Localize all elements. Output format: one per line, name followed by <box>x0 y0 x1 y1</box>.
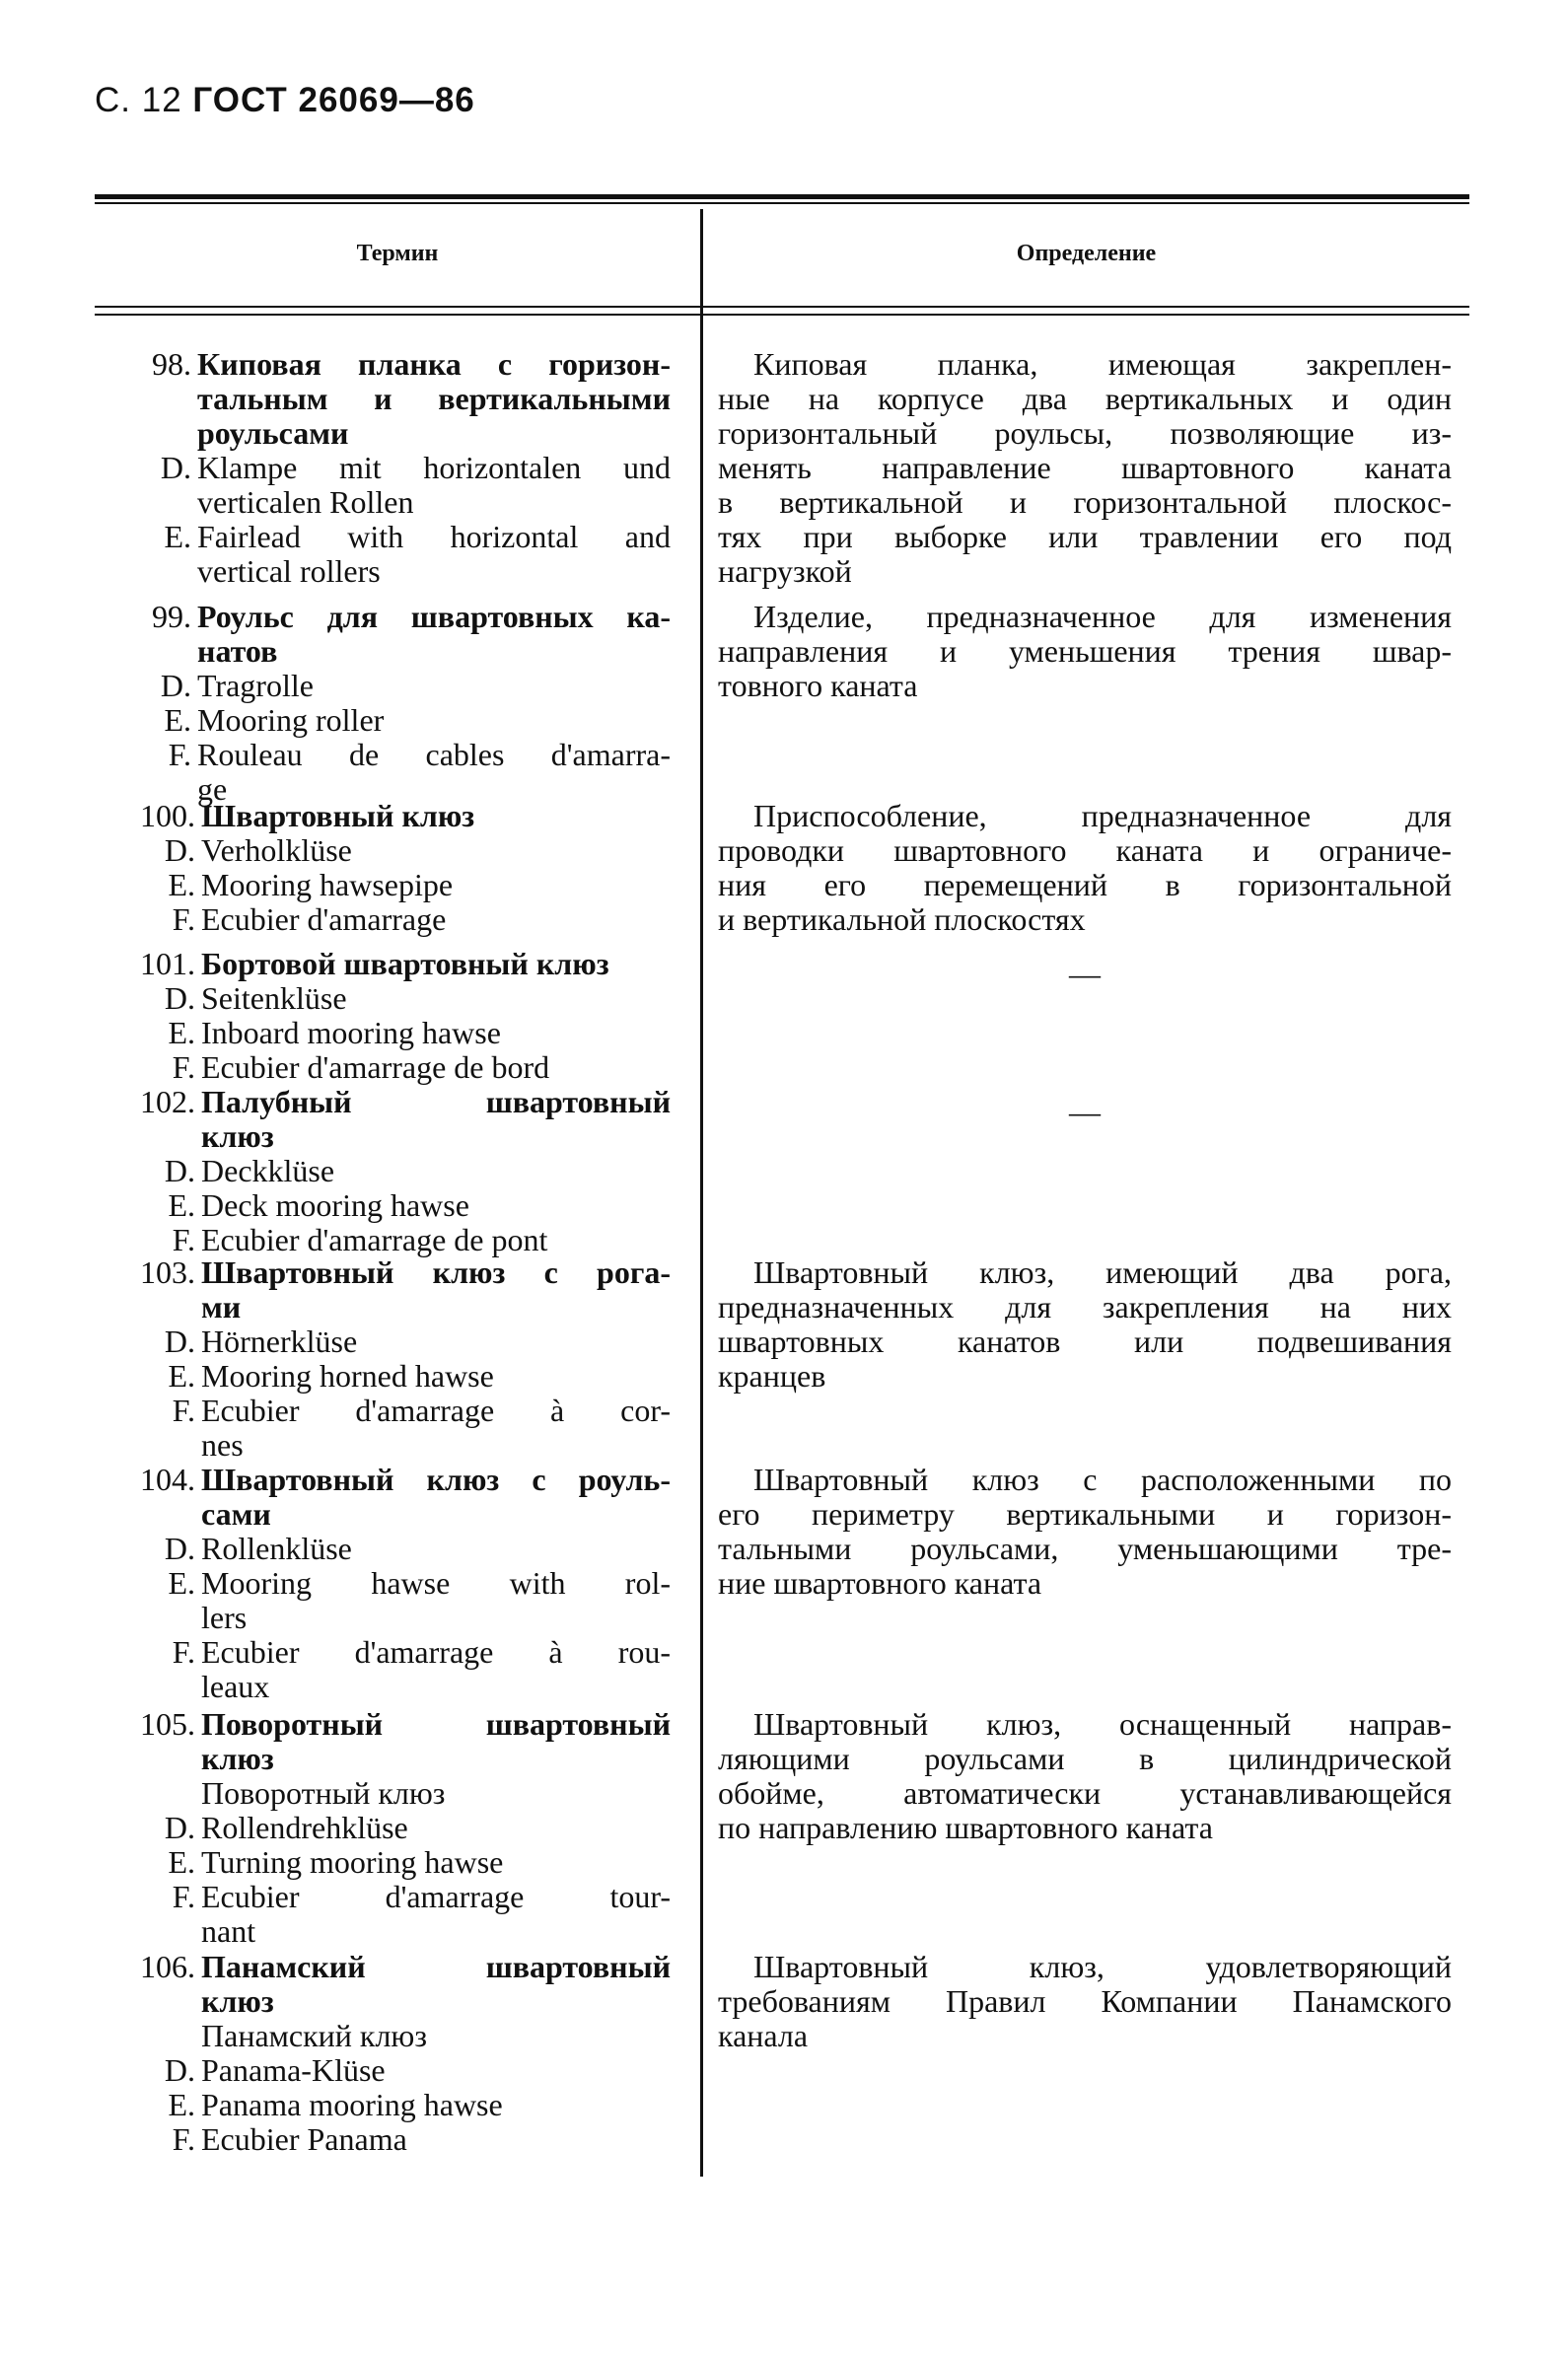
term-cell <box>122 1085 671 1257</box>
language-code: E. <box>168 1844 195 1880</box>
term-foreign-text: Rollendrehklüse <box>201 1810 408 1845</box>
term-cell <box>122 1950 671 2157</box>
definition-dash: — <box>1069 1094 1101 1129</box>
language-code: D. <box>164 1153 195 1188</box>
term-ru-name: Поворотный швартовный <box>201 1706 671 1742</box>
language-code: D. <box>160 450 191 485</box>
term-foreign-text: Mooring hawse with rol- <box>201 1565 671 1601</box>
language-code: F. <box>172 1879 195 1914</box>
term-ru-name: сами <box>201 1496 271 1532</box>
definition-line: ние швартовного каната <box>718 1565 1042 1601</box>
definition-cell <box>718 600 1452 703</box>
term-foreign-line <box>134 485 671 520</box>
language-code: E. <box>168 1015 195 1050</box>
definition-line: Швартовный клюз с расположенными по <box>753 1462 1452 1497</box>
definition-line: товного каната <box>718 668 918 703</box>
term-foreign-text: Verholklüse <box>201 832 352 868</box>
term-foreign-line <box>134 554 671 589</box>
term-ru-name: Бортовой швартовный клюз <box>201 946 609 981</box>
definition-line: его периметру вертикальными и горизон- <box>718 1496 1452 1532</box>
term-cell <box>134 600 671 807</box>
term-synonym <box>122 1776 671 1811</box>
language-code: E. <box>164 519 191 554</box>
definition-cell <box>718 957 1452 991</box>
definition-line: по направлению швартовного каната <box>718 1810 1213 1845</box>
term-foreign-text: Inboard mooring hawse <box>201 1015 501 1050</box>
term-cell <box>122 799 671 937</box>
term-foreign-text: lers <box>201 1600 248 1635</box>
definition-line: направления и уменьшения трения швар- <box>718 633 1452 669</box>
term-ru-name: клюз <box>201 1983 274 2019</box>
term-ru-name: Панамский швартовный <box>201 1949 671 1984</box>
term-foreign-line <box>134 451 671 485</box>
term-foreign-text: Tragrolle <box>197 668 314 703</box>
definition-line: тях при выборке или травлении его под <box>718 519 1452 554</box>
term-ru-line <box>122 1497 671 1532</box>
definition-line: канала <box>718 2018 809 2053</box>
term-foreign-line <box>122 2088 671 2122</box>
term-foreign-text: nes <box>201 1427 244 1463</box>
term-number: 100. <box>140 798 195 833</box>
term-number: 102. <box>140 1084 195 1119</box>
term-foreign-text: Hörnerklüse <box>201 1324 358 1359</box>
term-number: 101. <box>140 946 195 981</box>
definition-line: проводки швартовного каната и ограниче- <box>718 832 1452 868</box>
definition-line: ные на корпусе два вертикальных и один <box>718 381 1452 416</box>
term-foreign-text: Rouleau de cables d'amarra- <box>197 737 671 772</box>
term-ru-line <box>122 1463 671 1497</box>
term-cell <box>122 947 671 1085</box>
column-divider <box>700 209 703 2177</box>
definition-line: кранцев <box>718 1358 826 1394</box>
definition-dash: — <box>1069 956 1101 991</box>
term-foreign-line <box>122 902 671 937</box>
page-number: С. 12 <box>95 81 182 119</box>
page-header <box>95 81 475 120</box>
term-foreign-text: Klampe mit horizontalen und <box>197 450 671 485</box>
definition-line: Швартовный клюз, оснащенный направ- <box>753 1706 1452 1742</box>
term-foreign-text: Ecubier d'amarrage <box>201 901 447 937</box>
definition-line: ляющими роульсами в цилиндрической <box>718 1741 1452 1776</box>
term-foreign-line <box>122 1324 671 1359</box>
language-code: F. <box>172 1222 195 1257</box>
definition-line: швартовных канатов или подвешивания <box>718 1324 1452 1359</box>
term-foreign-line <box>134 738 671 772</box>
definition-line: ния его перемещений в горизонтальной <box>718 867 1452 902</box>
term-foreign-text: Panama-Klüse <box>201 2052 386 2088</box>
term-cell <box>122 1707 671 1949</box>
language-code: D. <box>164 2052 195 2088</box>
language-code: D. <box>164 832 195 868</box>
term-foreign-line <box>122 2122 671 2157</box>
term-foreign-line <box>122 1532 671 1566</box>
definition-line: тальными роульсами, уменьшающими тре- <box>718 1531 1452 1566</box>
term-foreign-line <box>122 1811 671 1845</box>
standard-code: ГОСТ 26069—86 <box>192 81 475 119</box>
term-foreign-text: Ecubier Panama <box>201 2121 407 2157</box>
term-ru-name: Швартовный клюз с роуль- <box>201 1462 671 1497</box>
term-foreign-text: leaux <box>201 1669 270 1704</box>
term-foreign-text: Deck mooring hawse <box>201 1187 469 1223</box>
term-foreign-line <box>122 833 671 868</box>
term-ru-line <box>134 634 671 669</box>
term-ru-line <box>122 1984 671 2019</box>
term-ru-name: Роульс для швартовных ка- <box>197 599 671 634</box>
term-foreign-text: Turning mooring hawse <box>201 1844 504 1880</box>
definition-line: Швартовный клюз, имеющий два рога, <box>753 1254 1452 1290</box>
term-foreign-text: Mooring horned hawse <box>201 1358 494 1394</box>
term-foreign-line <box>122 1635 671 1670</box>
term-foreign-line <box>122 1914 671 1949</box>
header-bottom-rule <box>95 306 1469 308</box>
term-cell <box>122 1463 671 1704</box>
term-foreign-text: verticalen Rollen <box>197 484 414 520</box>
language-code: E. <box>168 1358 195 1394</box>
term-ru-line <box>134 416 671 451</box>
language-code: F. <box>172 1634 195 1670</box>
term-foreign-line <box>122 1050 671 1085</box>
term-foreign-line <box>122 1428 671 1463</box>
definition-line: предназначенных для закрепления на них <box>718 1289 1452 1324</box>
term-foreign-line <box>122 1223 671 1257</box>
definition-cell <box>718 1950 1452 2053</box>
term-number: 105. <box>140 1706 195 1742</box>
definition-line: Киповая планка, имеющая закреплен- <box>753 346 1452 382</box>
term-ru-name: натов <box>197 633 278 669</box>
definition-line: Приспособление, предназначенное для <box>753 798 1452 833</box>
term-ru-name: Палубный швартовный <box>201 1084 671 1119</box>
term-foreign-line <box>122 1566 671 1601</box>
language-code: E. <box>168 1565 195 1601</box>
term-foreign-text: Seitenklüse <box>201 980 347 1016</box>
term-foreign-text: vertical rollers <box>197 553 381 589</box>
term-foreign-text: Ecubier d'amarrage de pont <box>201 1222 548 1257</box>
definition-line: нагрузкой <box>718 553 852 589</box>
definition-line: Изделие, предназначенное для изменения <box>753 599 1452 634</box>
language-code: D. <box>164 980 195 1016</box>
term-foreign-text: Panama mooring hawse <box>201 2087 503 2122</box>
definition-cell <box>718 1095 1452 1129</box>
definition-cell <box>718 799 1452 937</box>
term-foreign-line <box>122 2053 671 2088</box>
term-foreign-line <box>134 669 671 703</box>
term-foreign-text: Ecubier d'amarrage à rou- <box>201 1634 671 1670</box>
table-top-rule-thin <box>95 202 1469 204</box>
term-number: 99. <box>152 599 191 634</box>
term-ru-name: клюз <box>201 1118 274 1154</box>
language-code: F. <box>172 1393 195 1428</box>
definition-line: обойме, автоматически устанавливающейся <box>718 1775 1452 1811</box>
column-header-term: Термин <box>356 241 439 266</box>
term-foreign-line <box>122 1880 671 1914</box>
term-foreign-text: ge <box>197 771 228 807</box>
term-synonym-text: Поворотный клюз <box>201 1775 446 1811</box>
language-code: F. <box>172 1049 195 1085</box>
language-code: D. <box>164 1810 195 1845</box>
term-foreign-line <box>122 1845 671 1880</box>
language-code: E. <box>168 1187 195 1223</box>
term-cell <box>134 347 671 589</box>
term-ru-line <box>122 1707 671 1742</box>
term-foreign-text: Deckklüse <box>201 1153 335 1188</box>
definition-cell <box>718 1707 1452 1845</box>
term-ru-name: тальным и вертикальными <box>197 381 671 416</box>
language-code: F. <box>172 2121 195 2157</box>
term-synonym-text: Панамский клюз <box>201 2018 427 2053</box>
term-foreign-line <box>122 1394 671 1428</box>
term-cell <box>122 1255 671 1463</box>
language-code: D. <box>164 1531 195 1566</box>
term-ru-line <box>134 347 671 382</box>
definition-cell <box>718 1255 1452 1394</box>
term-foreign-text: Mooring hawsepipe <box>201 867 454 902</box>
term-foreign-line <box>122 1670 671 1704</box>
language-code: D. <box>164 1324 195 1359</box>
term-foreign-line <box>122 1016 671 1050</box>
language-code: D. <box>160 668 191 703</box>
term-ru-name: Швартовный клюз с рога- <box>201 1254 671 1290</box>
language-code: E. <box>168 2087 195 2122</box>
term-number: 106. <box>140 1949 195 1984</box>
table-top-rule <box>95 194 1469 199</box>
term-foreign-text: Mooring roller <box>197 702 385 738</box>
term-foreign-line <box>122 981 671 1016</box>
definition-line: требованиям Правил Компании Панамского <box>718 1983 1452 2019</box>
language-code: F. <box>168 737 191 772</box>
term-foreign-text: Ecubier d'amarrage tour- <box>201 1879 671 1914</box>
term-number: 98. <box>152 346 191 382</box>
term-synonym <box>122 2019 671 2053</box>
definition-line: и вертикальной плоскостях <box>718 901 1086 937</box>
term-ru-line <box>122 799 671 833</box>
term-ru-line <box>122 1950 671 1984</box>
column-header-definition: Определение <box>1016 241 1157 266</box>
term-number: 103. <box>140 1254 195 1290</box>
definition-cell <box>718 347 1452 589</box>
term-ru-name: роульсами <box>197 415 349 451</box>
term-foreign-line <box>122 868 671 902</box>
term-ru-line <box>122 947 671 981</box>
definition-line: менять направление швартовного каната <box>718 450 1452 485</box>
term-ru-name: Киповая планка с горизон- <box>197 346 671 382</box>
definition-cell <box>718 1463 1452 1601</box>
term-foreign-line <box>134 703 671 738</box>
term-ru-line <box>122 1085 671 1119</box>
term-ru-line <box>122 1119 671 1154</box>
term-foreign-line <box>122 1188 671 1223</box>
language-code: F. <box>172 901 195 937</box>
term-foreign-line <box>134 520 671 554</box>
term-foreign-text: Rollenklüse <box>201 1531 352 1566</box>
term-foreign-text: Ecubier d'amarrage de bord <box>201 1049 550 1085</box>
language-code: E. <box>168 867 195 902</box>
definition-line: в вертикальной и горизонтальной плоскос- <box>718 484 1452 520</box>
term-foreign-line <box>122 1601 671 1635</box>
term-foreign-text: Fairlead with horizontal and <box>197 519 671 554</box>
term-ru-line <box>122 1255 671 1290</box>
term-foreign-text: Ecubier d'amarrage à cor- <box>201 1393 671 1428</box>
definition-line: горизонтальный роульсы, позволяющие из- <box>718 415 1452 451</box>
term-ru-name: ми <box>201 1289 242 1324</box>
term-number: 104. <box>140 1462 195 1497</box>
term-ru-line <box>134 600 671 634</box>
term-ru-name: клюз <box>201 1741 274 1776</box>
definition-line: Швартовный клюз, удовлетворяющий <box>753 1949 1452 1984</box>
term-foreign-line <box>122 1154 671 1188</box>
term-ru-line <box>122 1290 671 1324</box>
term-ru-line <box>122 1742 671 1776</box>
term-foreign-text: nant <box>201 1913 256 1949</box>
term-ru-line <box>134 382 671 416</box>
term-foreign-line <box>122 1359 671 1394</box>
header-bottom-rule-2 <box>95 314 1469 316</box>
language-code: E. <box>164 702 191 738</box>
term-ru-name: Швартовный клюз <box>201 798 475 833</box>
